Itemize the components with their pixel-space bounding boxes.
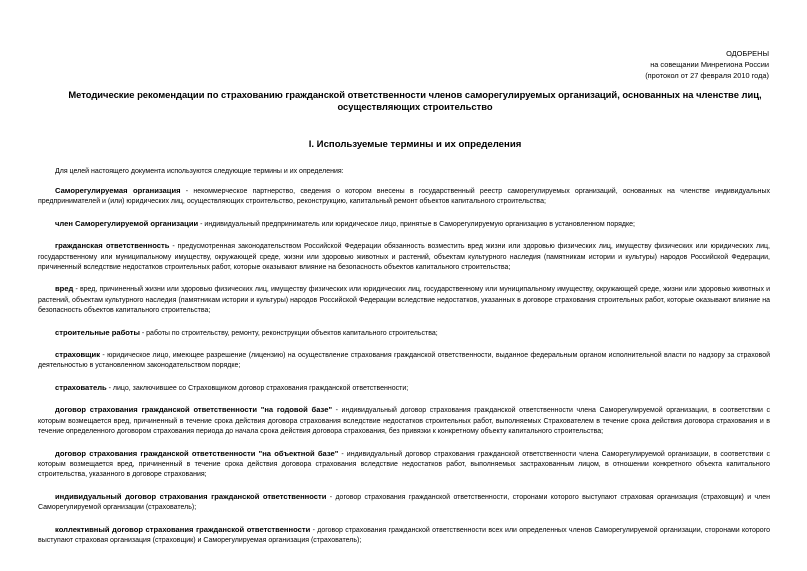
definition-text: - вред, причиненный жизни или здоровью физических лиц, имуществу физических или юридических лиц, государственному или муниципальному имуществу, окружающей среде, жизни или здоровью животных и растений, объектам культурного наследия (памятникам истории и культуры) народов Российской Федерации вследствие недостатков, указанных в договоре страхования строительных работ, которые оказывают влияние на безопасность объектов капитального строительства;	[38, 286, 770, 315]
definition-term: индивидуальный договор страхования гражданской ответственности	[55, 491, 327, 501]
definition-text: - индивидуальный договор страхования гражданской ответственности члена Саморегулируемой организации, в соответствии с которым возмещается вред, причиненный в течение срока действия договора страхования вследствие недостатков строительных работ, выполняемых Страхователем в течение срока действия договора страхования и в течение определенного договором страхования периода до начала срока действия договора страхования, без привязки к конкретному объекту капитального строительства;	[38, 407, 770, 436]
definition-text: - договор страхования гражданской ответственности всех или определенных членов Саморегулируемой организации, сторонами которого выступают страховая организация (страховщик) и Саморегулируемая организация (страхователь);	[38, 526, 770, 544]
definition-item	[38, 383, 770, 394]
definition-text: - индивидуальный договор страхования гражданской ответственности члена Саморегулируемой организации, в соответствии с которым возмещается вред, причиненный в течение срока действия договора страхования вследствие недостатков работ, выполняемых застрахованным лицом, в отношении конкретного объекта капитального строительства, указанного в договоре страхования;	[38, 450, 770, 479]
definition-item	[38, 525, 770, 547]
definition-text: - некоммерческое партнерство, сведения о котором внесены в государственный реестр саморегулируемых организаций, основанных на членстве индивидуальных предпринимателей и (или) юридических лиц, осуществляющих строительство, реконструкцию, капитальный ремонт объектов капитального строительства;	[38, 188, 770, 206]
definition-term: договор страхования гражданской ответственности "на годовой базе"	[55, 405, 333, 415]
definition-text: - договор страхования гражданской ответственности, сторонами которого выступают страховая организация (страховщик) и член Саморегулируемой организации (страхователь);	[38, 493, 770, 512]
definition-item	[38, 328, 770, 339]
definition-term: Саморегулируемая организация	[55, 186, 181, 195]
definition-text: - юридическое лицо, имеющее разрешение (лицензию) на осуществление страхования гражданской ответственности, выданное федеральным органом исполнительной власти по надзору за страховой деятельностью в установленном законодательством порядке;	[38, 352, 770, 370]
approval-line-approved: ОДОБРЕНЫ	[726, 49, 769, 58]
definition-item	[38, 219, 770, 230]
document-title: Методические рекомендации по страхованию гражданской ответственности членов саморегулируемых организаций, основанных на членстве лиц, осуществляющих строительство	[68, 89, 762, 112]
definition-term: страхователь	[55, 382, 107, 392]
definitions-list	[38, 186, 770, 546]
definition-text: - работы по строительству, ремонту, реконструкции объектов капитального строительства;	[139, 329, 438, 337]
definition-term: страховщик	[55, 350, 101, 360]
definition-text: - индивидуальный предприниматель или юридическое лицо, принятые в Саморегулируемую организацию в установленном порядке;	[198, 220, 635, 228]
section-intro: Для целей настоящего документа используются следующие термины и их определения:	[55, 168, 344, 175]
definition-item	[38, 186, 770, 208]
definition-text: - предусмотренная законодательством Российской Федерации обязанность возместить вред жизни или здоровью физических лиц, имуществу физических или юридических лиц, государственному или муниципальному имуществу, окружающей среде, жизни или здоровью животных и растений, объектам культурного наследия (памятникам истории и культуры) народов Российской Федерации, причиненный вследствие недостатков строительных работ, которые оказывают влияние на безопасность объектов капитального строительства;	[38, 243, 770, 272]
definition-term: вред	[55, 284, 74, 294]
definition-term: договор страхования гражданской ответственности "на объектной базе"	[55, 448, 339, 458]
definition-item	[38, 492, 770, 514]
definition-term: строительные работы	[55, 327, 140, 337]
approval-line-meeting: на совещании Минрегиона России	[650, 60, 769, 69]
definition-term: член Саморегулируемой организации	[55, 218, 199, 228]
approval-stamp	[645, 48, 769, 81]
definition-term: гражданская ответственность	[55, 241, 170, 251]
section-heading: I. Используемые термины и их определения	[308, 139, 522, 150]
definition-term: коллективный договор страхования гражданской ответственности	[55, 524, 311, 534]
definition-item	[38, 284, 770, 316]
definition-item	[38, 350, 770, 372]
definition-item	[38, 241, 770, 273]
definition-item	[38, 449, 770, 481]
definition-text: - лицо, заключившее со Страховщиком договор страхования гражданской ответственности;	[106, 384, 409, 392]
definition-item	[38, 405, 770, 437]
approval-line-protocol: (протокол от 27 февраля 2010 года)	[645, 71, 769, 80]
